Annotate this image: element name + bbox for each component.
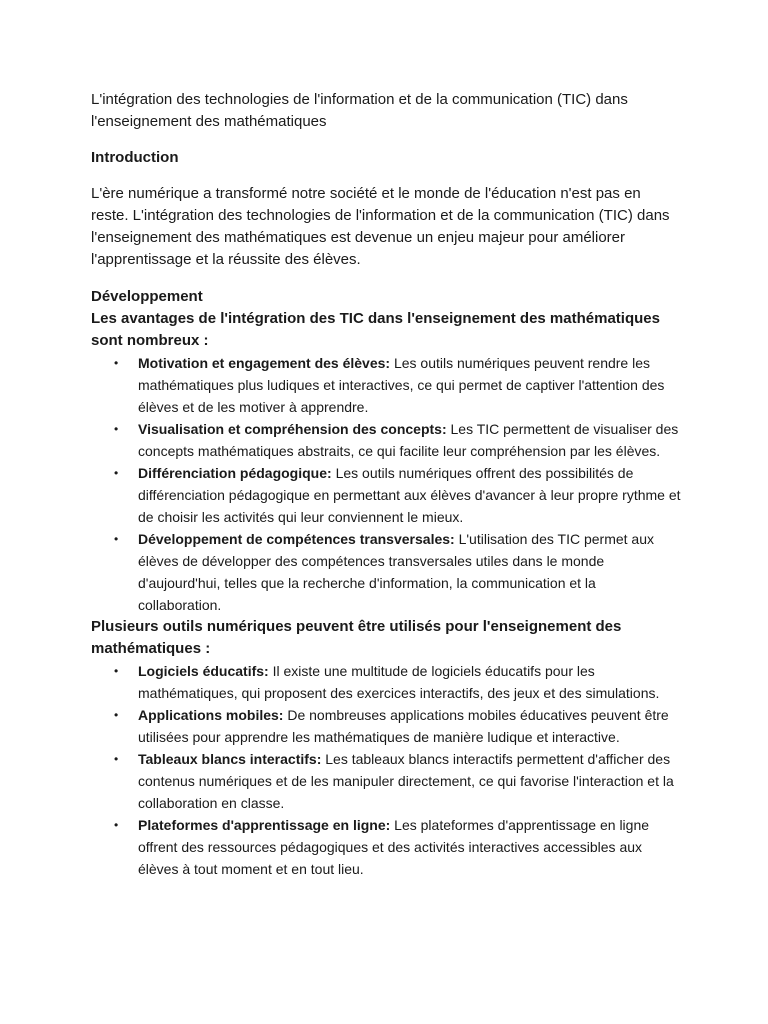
bullet-icon: • bbox=[114, 466, 119, 480]
list-item-text: Les plateformes d'apprentissage en ligne offrent des ressources pédagogiques et des activités interactives accessibles aux élèves à tout moment et en tout lieu. bbox=[138, 817, 650, 877]
list-item-text: Les outils numériques peuvent rendre les mathématiques plus ludiques et interactives, ce qui permet de captiver l'attention des élèves et de les motiver à apprendre. bbox=[138, 355, 665, 415]
list-item bbox=[91, 528, 681, 616]
bullet-icon: • bbox=[114, 818, 119, 832]
list-item bbox=[91, 418, 681, 462]
advantages-heading: Les avantages de l'intégration des TIC dans l'enseignement des mathématiques sont nombreux : bbox=[91, 310, 660, 349]
list-item bbox=[91, 660, 681, 704]
list-item-text: Il existe une multitude de logiciels éducatifs pour les mathématiques, qui proposent des exercices interactifs, des jeux et des simulations. bbox=[138, 663, 660, 701]
list-item-lead: Différenciation pédagogique: bbox=[138, 465, 332, 481]
list-item-lead: Tableaux blancs interactifs: bbox=[138, 751, 322, 767]
list-item-lead: Plateformes d'apprentissage en ligne: bbox=[138, 817, 391, 833]
bullet-icon: • bbox=[114, 532, 119, 546]
list-item-lead: Développement de compétences transversales: bbox=[138, 531, 455, 547]
list-item-text: Les tableaux blancs interactifs permettent d'afficher des contenus numériques et de les manipuler directement, ce qui favorise l'interaction et la collaboration en classe. bbox=[138, 751, 674, 811]
bullet-icon: • bbox=[114, 752, 119, 766]
tools-heading: Plusieurs outils numériques peuvent être utilisés pour l'enseignement des mathématiques : bbox=[91, 618, 622, 657]
development-heading: Développement bbox=[91, 288, 203, 305]
list-item bbox=[91, 748, 681, 814]
list-item bbox=[91, 814, 681, 880]
list-item-lead: Applications mobiles: bbox=[138, 707, 284, 723]
introduction-paragraph: L'ère numérique a transformé notre société et le monde de l'éducation n'est pas en reste. L'intégration des technologies de l'information et de la communication (TIC) dans l'enseignement des mathématiques est devenue un enjeu majeur pour améliorer l'apprentissage et la réussite des élèves. bbox=[91, 185, 670, 268]
list-item bbox=[91, 462, 681, 528]
list-item bbox=[91, 704, 681, 748]
list-item-text: L'utilisation des TIC permet aux élèves de développer des compétences transversales utiles dans le monde d'aujourd'hui, telles que la recherche d'information, la communication et la collaboration. bbox=[138, 531, 654, 613]
bullet-icon: • bbox=[114, 708, 119, 722]
introduction-heading: Introduction bbox=[91, 149, 179, 166]
list-item bbox=[91, 352, 681, 418]
document-page bbox=[91, 89, 681, 880]
advantages-list bbox=[91, 352, 681, 616]
bullet-icon: • bbox=[114, 422, 119, 436]
list-item-lead: Logiciels éducatifs: bbox=[138, 663, 269, 679]
list-item-lead: Motivation et engagement des élèves: bbox=[138, 355, 391, 371]
list-item-lead: Visualisation et compréhension des concepts: bbox=[138, 421, 447, 437]
tools-list bbox=[91, 660, 681, 880]
list-item-text: De nombreuses applications mobiles éducatives peuvent être utilisées pour apprendre les mathématiques de manière ludique et interactive. bbox=[138, 707, 669, 745]
list-item-text: Les TIC permettent de visualiser des concepts mathématiques abstraits, ce qui facilite leur compréhension par les élèves. bbox=[138, 421, 679, 459]
document-title: L'intégration des technologies de l'information et de la communication (TIC) dans l'enseignement des mathématiques bbox=[91, 91, 628, 130]
list-item-text: Les outils numériques offrent des possibilités de différenciation pédagogique en permettant aux élèves d'avancer à leur propre rythme et de choisir les activités qui leur conviennent le mieux. bbox=[138, 465, 681, 525]
bullet-icon: • bbox=[114, 664, 119, 678]
bullet-icon: • bbox=[114, 356, 119, 370]
